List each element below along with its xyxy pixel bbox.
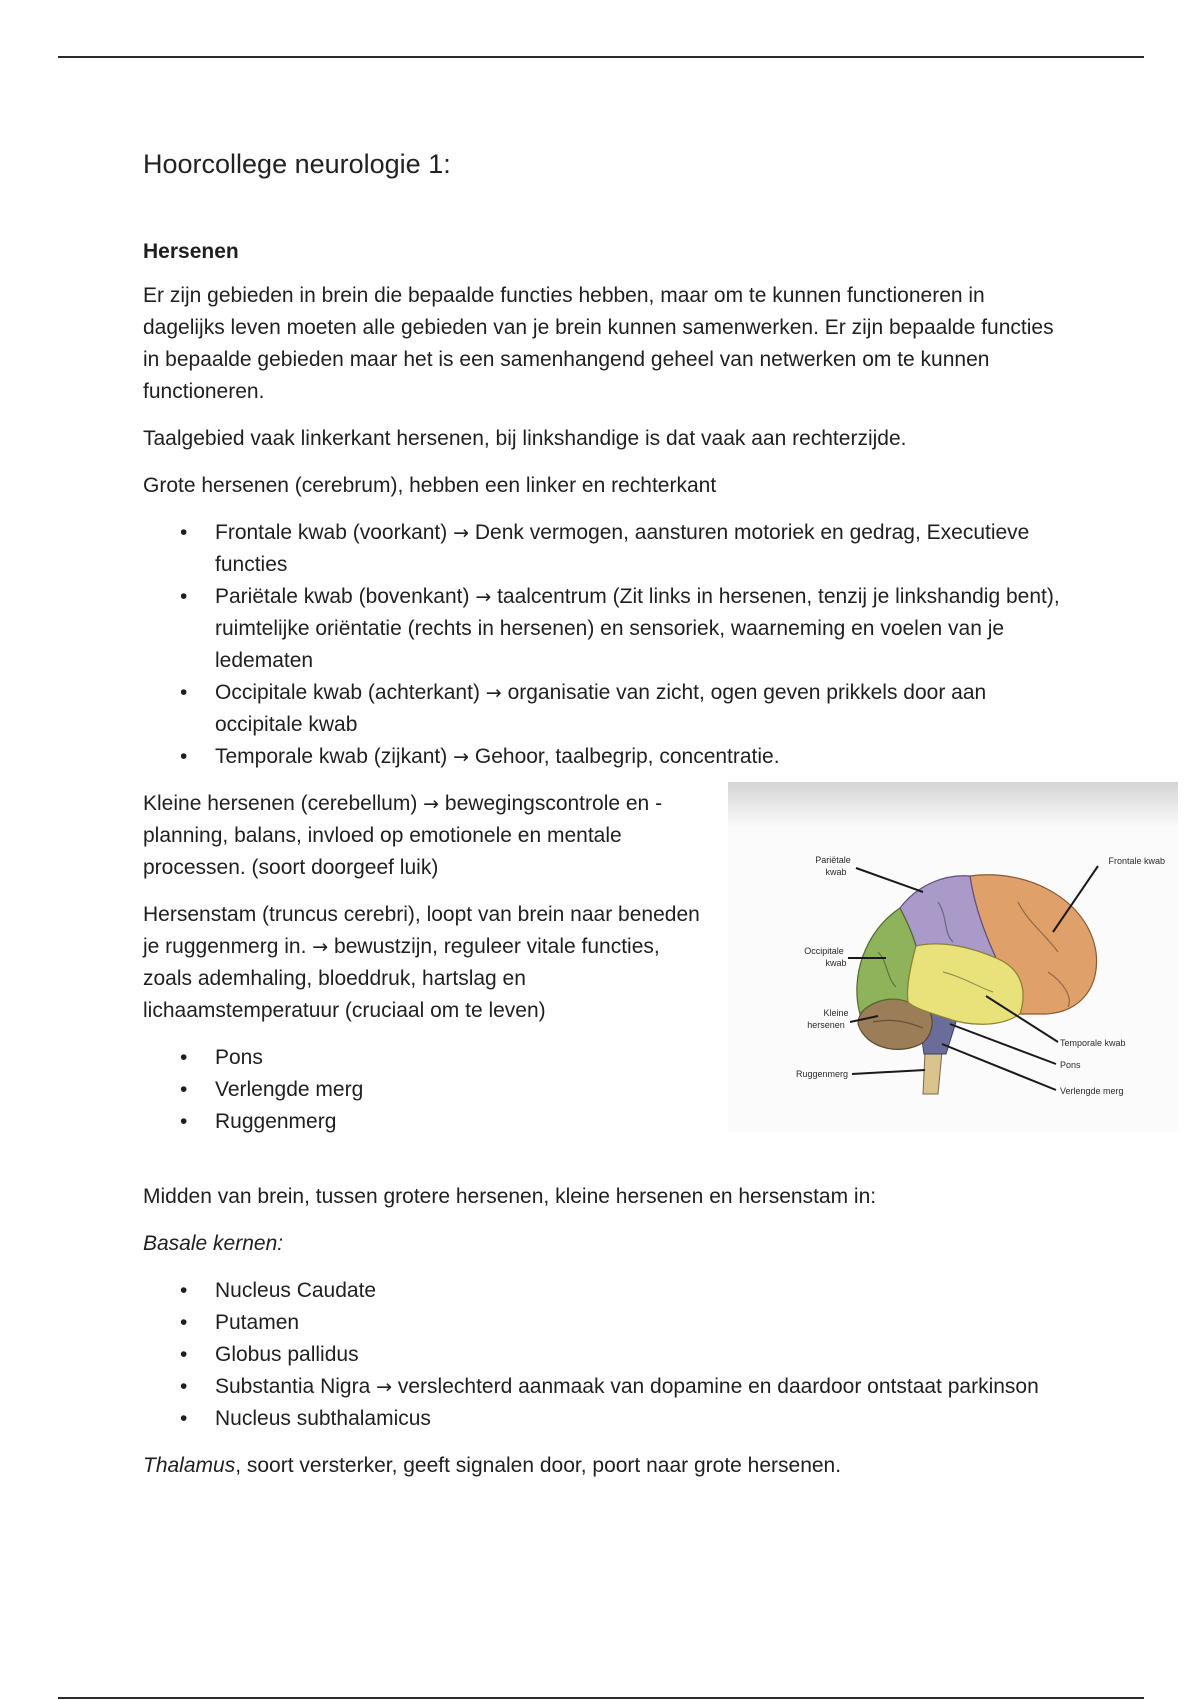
list-item: • Globus pallidus <box>143 1339 1063 1371</box>
arrow-icon: → <box>376 1376 393 1398</box>
paragraph-thalamus: Thalamus, soort versterker, geeft signalen door, poort naar grote hersenen. <box>143 1454 842 1477</box>
label-frontal: Frontale kwab <box>1108 856 1165 866</box>
paragraph-cerebellum: Kleine hersenen (cerebellum) → bewegingscontrole en -planning, balans, invloed op emotionele en mentale processen. (soort doorgeef luik) <box>143 792 663 879</box>
basal-list <box>143 1275 1063 1435</box>
bullet: • <box>180 1407 188 1430</box>
arrow-icon: → <box>312 936 329 958</box>
label-parietal-2: kwab <box>825 867 847 877</box>
bullet: • <box>180 521 188 544</box>
list-item: • Verlengde merg <box>143 1074 703 1106</box>
list-item-occipital: • Occipitale kwab (achterkant) → organisatie van zicht, ogen geven prikkels door aan occipitale kwab <box>143 677 1063 741</box>
basal-heading: Basale kernen: <box>143 1232 284 1255</box>
label-medulla: Verlengde merg <box>1060 1086 1124 1096</box>
bullet: • <box>180 1343 188 1366</box>
list-item-parietal: • Pariëtale kwab (bovenkant) → taalcentrum (Zit links in hersenen, tenzij je linkshandig bent), ruimtelijke oriëntatie (rechts in hersenen) en sensoriek, waarneming en voelen van je ledematen <box>143 581 1063 677</box>
list-item: • Nucleus Caudate <box>143 1275 1063 1307</box>
arrow-icon: → <box>453 746 470 768</box>
label-spinal: Ruggenmerg <box>795 1069 848 1079</box>
label-temporal: Temporale kwab <box>1060 1038 1126 1048</box>
bullet: • <box>180 681 188 704</box>
label-pons: Pons <box>1060 1060 1081 1070</box>
list-item: • Putamen <box>143 1307 1063 1339</box>
label-cerebellum-1: Kleine <box>823 1008 849 1018</box>
bullet: • <box>180 1311 188 1334</box>
label-cerebellum-2: hersenen <box>807 1020 845 1030</box>
bullet: • <box>180 585 188 608</box>
paragraph-cerebrum: Grote hersenen (cerebrum), hebben een linker en rechterkant <box>143 474 717 497</box>
label-occipital-2: kwab <box>825 958 847 968</box>
list-item-temporal: • Temporale kwab (zijkant) → Gehoor, taalbegrip, concentratie. <box>143 741 1063 773</box>
bullet: • <box>180 1375 188 1398</box>
bullet: • <box>180 1279 188 1302</box>
label-occipital-1: Occipitale <box>804 946 844 956</box>
brain-illustration <box>728 782 1178 1132</box>
section-heading: Hersenen <box>143 240 239 263</box>
footer-rule <box>58 1697 1144 1699</box>
bullet: • <box>180 1046 188 1069</box>
list-item-frontal: • Frontale kwab (voorkant) → Denk vermogen, aansturen motoriek en gedrag, Executieve functies <box>143 517 1063 581</box>
paragraph-midbrain: Midden van brein, tussen grotere hersenen, kleine hersenen en hersenstam in: <box>143 1185 877 1208</box>
list-item: • Nucleus subthalamicus <box>143 1403 1063 1435</box>
cerebrum-list <box>143 517 1063 773</box>
label-parietal-1: Pariëtale <box>815 855 851 865</box>
arrow-icon: → <box>423 793 440 815</box>
bullet: • <box>180 1110 188 1133</box>
paragraph-brainstem: Hersenstam (truncus cerebri), loopt van brein naar beneden je ruggenmerg in. → bewustzijn, reguleer vitale functies, zoals ademhaling, bloeddruk, hartslag en lichaamstemperatuur (cruciaal om te leven) <box>143 903 700 1022</box>
bullet: • <box>180 1078 188 1101</box>
arrow-icon: → <box>475 586 492 608</box>
arrow-icon: → <box>485 682 502 704</box>
header-rule <box>58 56 1144 58</box>
brain-text-column <box>143 788 703 1138</box>
bullet: • <box>180 745 188 768</box>
arrow-icon: → <box>453 522 470 544</box>
document-title: Hoorcollege neurologie 1: <box>143 149 451 179</box>
brain-section <box>143 788 1165 1138</box>
paragraph-language: Taalgebied vaak linkerkant hersenen, bij linkshandige is dat vaak aan rechterzijde. <box>143 427 907 450</box>
list-item: • Substantia Nigra → verslechterd aanmaak van dopamine en daardoor ontstaat parkinson <box>143 1371 1063 1403</box>
list-item: • Ruggenmerg <box>143 1106 703 1138</box>
spacer <box>143 1153 1063 1181</box>
document-body <box>143 146 1165 1497</box>
brain-diagram <box>728 782 1178 1132</box>
brainstem-list <box>143 1042 703 1138</box>
spinal-cord-shape <box>923 1052 942 1094</box>
paragraph-intro: Er zijn gebieden in brein die bepaalde functies hebben, maar om te kunnen functioneren in dagelijks leven moeten alle gebieden van je brein kunnen samenwerken. Er zijn bepaalde functies in bepaalde gebieden maar het is een samenhangend geheel van netwerken om te kunnen functioneren. <box>143 284 1054 403</box>
list-item: • Pons <box>143 1042 703 1074</box>
